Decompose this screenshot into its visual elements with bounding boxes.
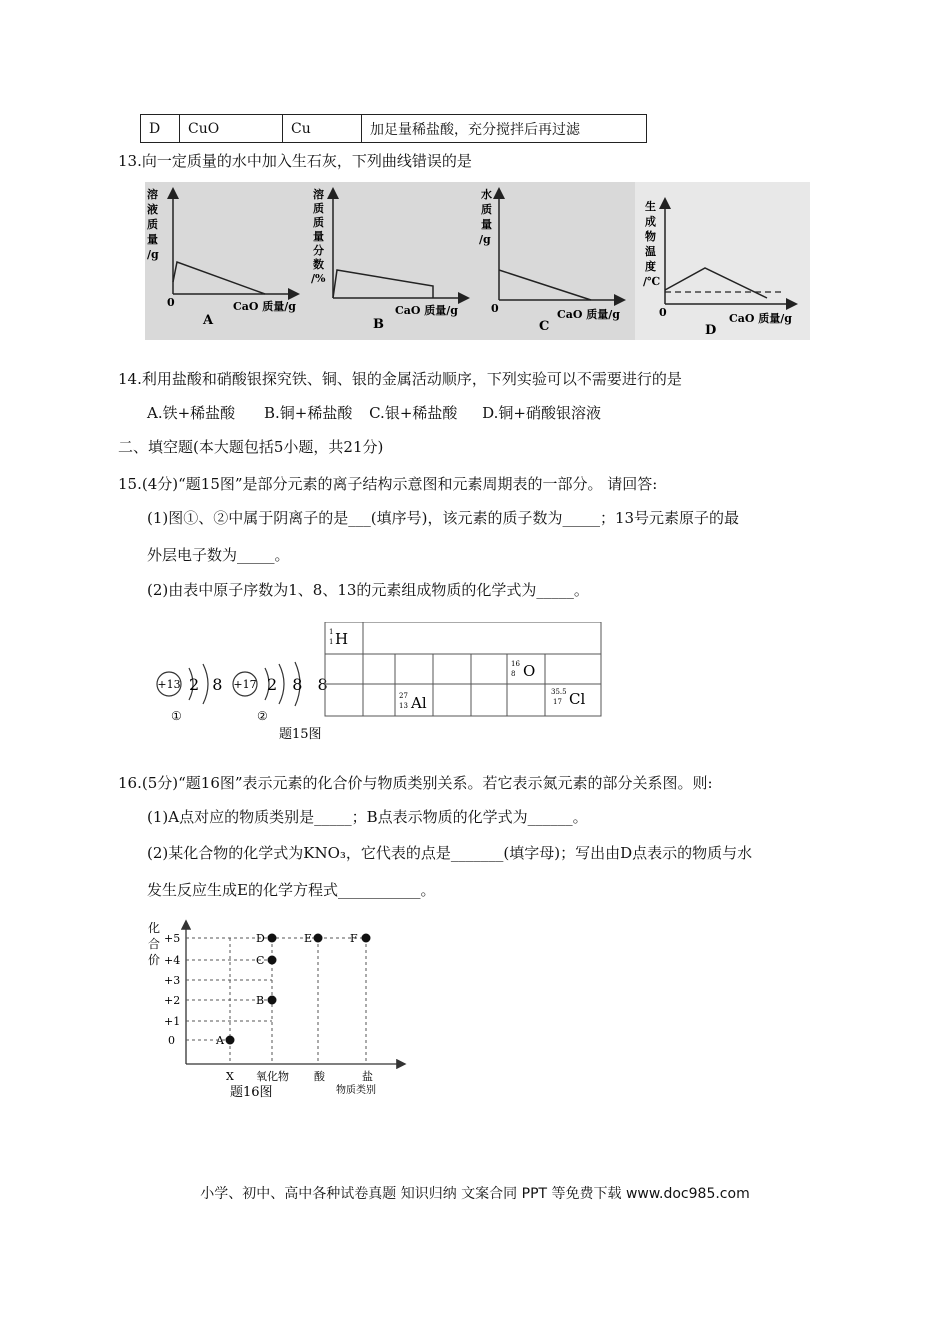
point-e	[314, 934, 323, 943]
graph-letter: C	[539, 319, 550, 334]
x-tick: 氧化物	[256, 1070, 289, 1083]
table-cell: CuO	[180, 115, 283, 143]
graph-b	[311, 187, 467, 332]
graph-c	[479, 187, 623, 334]
x-tick: 盐	[362, 1070, 373, 1083]
curve-a	[173, 262, 265, 294]
y-ticks	[164, 932, 180, 1047]
y-tick: 0	[168, 1034, 175, 1047]
figure-caption: 题16图	[230, 1085, 273, 1098]
q15-svg	[145, 622, 605, 746]
q15-part1a: (1)图①、②中属于阴离子的是___(填序号)，该元素的质子数为_____；13号元素原子的最	[147, 509, 740, 527]
periodic-table-fragment	[325, 622, 601, 716]
q16-stem: 16.(5分)“题16图”表示元素的化合价与物质类别关系。若它表示氮元素的部分关系图。则:	[118, 774, 713, 792]
graph-a	[147, 187, 297, 328]
element-number: 13	[399, 702, 408, 710]
q14-option-a: A.铁+稀盐酸	[147, 404, 236, 422]
origin-label: 0	[491, 302, 499, 315]
point-f	[362, 934, 371, 943]
axis-label: 溶液质量/g	[147, 188, 159, 261]
x-axis-label: 物质类别	[336, 1085, 376, 1096]
q14-stem: 14.利用盐酸和硝酸银探究铁、铜、银的金属活动顺序，下列实验可以不需要进行的是	[118, 370, 682, 388]
table-cell: 加足量稀盐酸，充分搅拌后再过滤	[362, 115, 647, 143]
q13-stem: 13.向一定质量的水中加入生石灰，下列曲线错误的是	[118, 152, 472, 170]
point-label: E	[304, 932, 313, 945]
table-cell: Cu	[283, 115, 362, 143]
point-label: A	[216, 1034, 224, 1047]
point-label: B	[256, 994, 265, 1007]
ion-mark: ①	[171, 709, 182, 723]
axis-label: CaO 质量/g	[233, 300, 297, 313]
origin-label: 0	[659, 306, 667, 319]
point-d	[268, 934, 277, 943]
x-ticks	[226, 1069, 373, 1083]
element-number: 17	[553, 698, 562, 706]
q16-figure	[142, 918, 412, 1098]
ion-mark: ②	[257, 709, 268, 723]
element-h: H	[335, 630, 349, 648]
answer-table-row	[140, 114, 647, 143]
q14-option-b: B.铜+稀盐酸	[263, 404, 353, 422]
curve-c	[499, 270, 591, 300]
y-tick: +5	[164, 932, 181, 945]
element-number: 8	[511, 670, 516, 678]
element-mass: 16	[511, 660, 520, 668]
element-o: O	[523, 662, 536, 680]
element-number: 1	[329, 638, 334, 646]
x-tick: 酸	[314, 1070, 325, 1083]
element-mass: 35.5	[551, 688, 567, 696]
page-footer: 小学、初中、高中各种试卷真题 知识归纳 文案合同 PPT 等免费下载 www.doc985.com	[200, 1186, 750, 1202]
point-label: F	[350, 932, 358, 945]
nucleus-label: +17	[233, 678, 257, 691]
q16-part2a: (2)某化合物的化学式为KNO₃，它代表的点是_______(填字母)；写出由D点表示的物质与水	[147, 844, 753, 862]
curve-b	[333, 270, 433, 298]
ion-structure-1	[157, 664, 226, 723]
point-a	[226, 1036, 235, 1045]
q14-options	[147, 402, 601, 423]
point-labels	[215, 932, 358, 1047]
shell-electrons: 2 8	[189, 675, 227, 694]
axis-label: CaO 质量/g	[395, 304, 459, 317]
data-points	[226, 934, 371, 1045]
graph-letter: A	[203, 313, 214, 328]
y-axis-label: 化合价	[148, 921, 161, 967]
axis-label: CaO 质量/g	[557, 308, 621, 321]
q14-option-c: C.银+稀盐酸	[369, 404, 458, 422]
q15-figure	[145, 622, 605, 746]
y-tick: +1	[164, 1015, 181, 1028]
point-b	[268, 996, 277, 1005]
shell-electrons: 2 8 8	[267, 675, 333, 694]
point-label: C	[256, 954, 265, 967]
axis-label: 溶质质量分数/%	[311, 188, 326, 285]
q16-part1: (1)A点对应的物质类别是_____；B点表示物质的化学式为______。	[147, 808, 588, 826]
element-mass: 1	[329, 628, 334, 636]
table-cell: D	[141, 115, 180, 143]
y-tick: +4	[164, 954, 181, 967]
q16-svg	[142, 918, 412, 1098]
element-cl: Cl	[569, 690, 586, 708]
element-al: Al	[411, 694, 427, 712]
q14-option-d: D.铜+硝酸银溶液	[482, 404, 602, 422]
q15-stem: 15.(4分)“题15图”是部分元素的离子结构示意图和元素周期表的一部分。 请回答:	[118, 475, 658, 493]
axis-label: CaO 质量/g	[729, 312, 793, 325]
axis-label: 水质量/g	[479, 188, 492, 246]
origin-label: 0	[167, 296, 175, 309]
figure-caption: 题15图	[279, 727, 322, 742]
q15-part2: (2)由表中原子序数为1、8、13的元素组成物质的化学式为_____。	[147, 581, 589, 599]
y-tick: +3	[164, 974, 181, 987]
q13-graphs-svg	[145, 182, 810, 340]
point-label: D	[256, 932, 265, 945]
axis-label: 生成物温度/℃	[643, 200, 661, 288]
y-tick: +2	[164, 994, 181, 1007]
graph-letter: B	[373, 317, 384, 332]
element-mass: 27	[399, 692, 408, 700]
q15-part1b: 外层电子数为_____。	[147, 546, 290, 564]
nucleus-label: +13	[157, 678, 181, 691]
point-c	[268, 956, 277, 965]
graph-letter: D	[705, 323, 717, 338]
q13-figure	[145, 182, 810, 340]
x-tick: X	[226, 1070, 234, 1083]
section-heading: 二、填空题(本大题包括5小题，共21分)	[118, 438, 384, 456]
q16-part2b: 发生反应生成E的化学方程式___________。	[147, 881, 436, 899]
ion-structure-2	[233, 662, 333, 723]
graph-d	[635, 182, 810, 340]
